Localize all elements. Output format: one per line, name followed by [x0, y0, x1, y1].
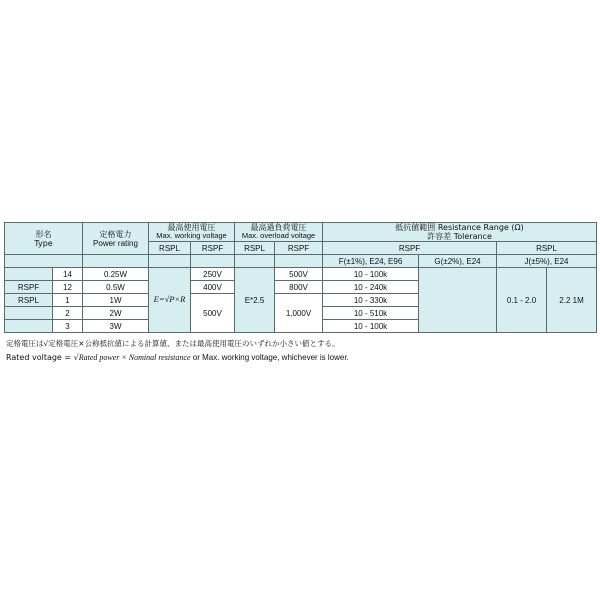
cell-power-rating: 0.5W [83, 281, 149, 294]
specification-table [4, 222, 597, 333]
header-power-spacer [83, 255, 149, 268]
note-english-suffix: or Max. working voltage, whichever is lower. [190, 352, 349, 362]
cell-type-code: 12 [53, 281, 83, 294]
cell-power-rating: 2W [83, 307, 149, 320]
series-label-rspf: RSPF [5, 281, 53, 294]
cell-type-code: 3 [53, 320, 83, 333]
header-working-rspf: RSPF [191, 242, 235, 255]
header-overload-rspf: RSPF [275, 242, 323, 255]
cell-range-f: 10 - 330k [323, 294, 419, 307]
header-overload-rspl: RSPL [235, 242, 275, 255]
header-tolerance-label: 許容差 Tolerance [427, 232, 492, 242]
series-label-rspl: RSPL [5, 294, 53, 307]
cell-type-code: 1 [53, 294, 83, 307]
cell-working-rspf: 500V [191, 294, 235, 333]
note-english-italic: Rated power × Nominal resistance [78, 352, 191, 362]
header-resistance-range [323, 223, 597, 242]
header-tolerance-f: F(±1%), E24, E96 [323, 255, 419, 268]
header-max-working-voltage: 最高使用電圧 Max. working voltage [149, 223, 235, 242]
header-power-rating: 定格電力 Power rating [83, 223, 149, 255]
header-working-rspl: RSPL [149, 242, 191, 255]
note-japanese: 定格電圧は√定格電圧×公称抵抗値による計算値、または最高使用電圧のいずれか小さい値とする。 [6, 339, 340, 349]
cell-range-g-value: 0.1 - 2.0 [497, 268, 547, 333]
table-header-row-3 [5, 255, 597, 268]
table-row [5, 268, 597, 281]
header-overload-rspf-spacer [275, 255, 323, 268]
header-type-spacer [5, 255, 83, 268]
cell-working-rspl: E=√P×R [149, 268, 191, 333]
header-max-overload-voltage: 最高過負荷電圧 Max. overload voltage [235, 223, 323, 242]
header-tolerance-g: G(±2%), E24 [419, 255, 497, 268]
table-header-row-1 [5, 223, 597, 242]
cell-power-rating: 1W [83, 294, 149, 307]
spec-sheet [4, 222, 596, 364]
cell-range-j-value: 2.2 1M [547, 268, 597, 333]
header-working-rspf-spacer [191, 255, 235, 268]
series-label-spacer [5, 307, 53, 320]
cell-power-rating: 0.25W [83, 268, 149, 281]
header-resistance-range-label: 抵抗値範囲 Resistance Range (Ω) [395, 223, 524, 232]
note-english [6, 352, 596, 365]
header-tol-group-rspf: RSPF [323, 242, 497, 255]
series-label-spacer [5, 320, 53, 333]
cell-range-f: 10 - 100k [323, 320, 419, 333]
cell-overload-rspf: 500V [275, 268, 323, 281]
header-type: 形名 Type [5, 223, 83, 255]
cell-range-f: 10 - 240k [323, 281, 419, 294]
cell-type-code: 14 [53, 268, 83, 281]
cell-range-f: 10 - 510k [323, 307, 419, 320]
cell-overload-rspf: 800V [275, 281, 323, 294]
cell-range-f: 10 - 100k [323, 268, 419, 281]
cell-range-g [419, 268, 497, 333]
cell-overload-rspl: E*2.5 [235, 268, 275, 333]
header-overload-rspl-spacer [235, 255, 275, 268]
cell-type-code: 2 [53, 307, 83, 320]
cell-power-rating: 3W [83, 320, 149, 333]
header-tol-group-rspl: RSPL [497, 242, 597, 255]
cell-overload-rspf: 1,000V [275, 294, 323, 333]
cell-working-rspf: 400V [191, 281, 235, 294]
header-working-rspl-spacer [149, 255, 191, 268]
series-label-rspf-top [5, 268, 53, 281]
table-notes [4, 338, 596, 364]
cell-working-rspf: 250V [191, 268, 235, 281]
note-english-prefix: Rated voltage = √ [6, 352, 79, 362]
header-tolerance-j: J(±5%), E24 [497, 255, 597, 268]
